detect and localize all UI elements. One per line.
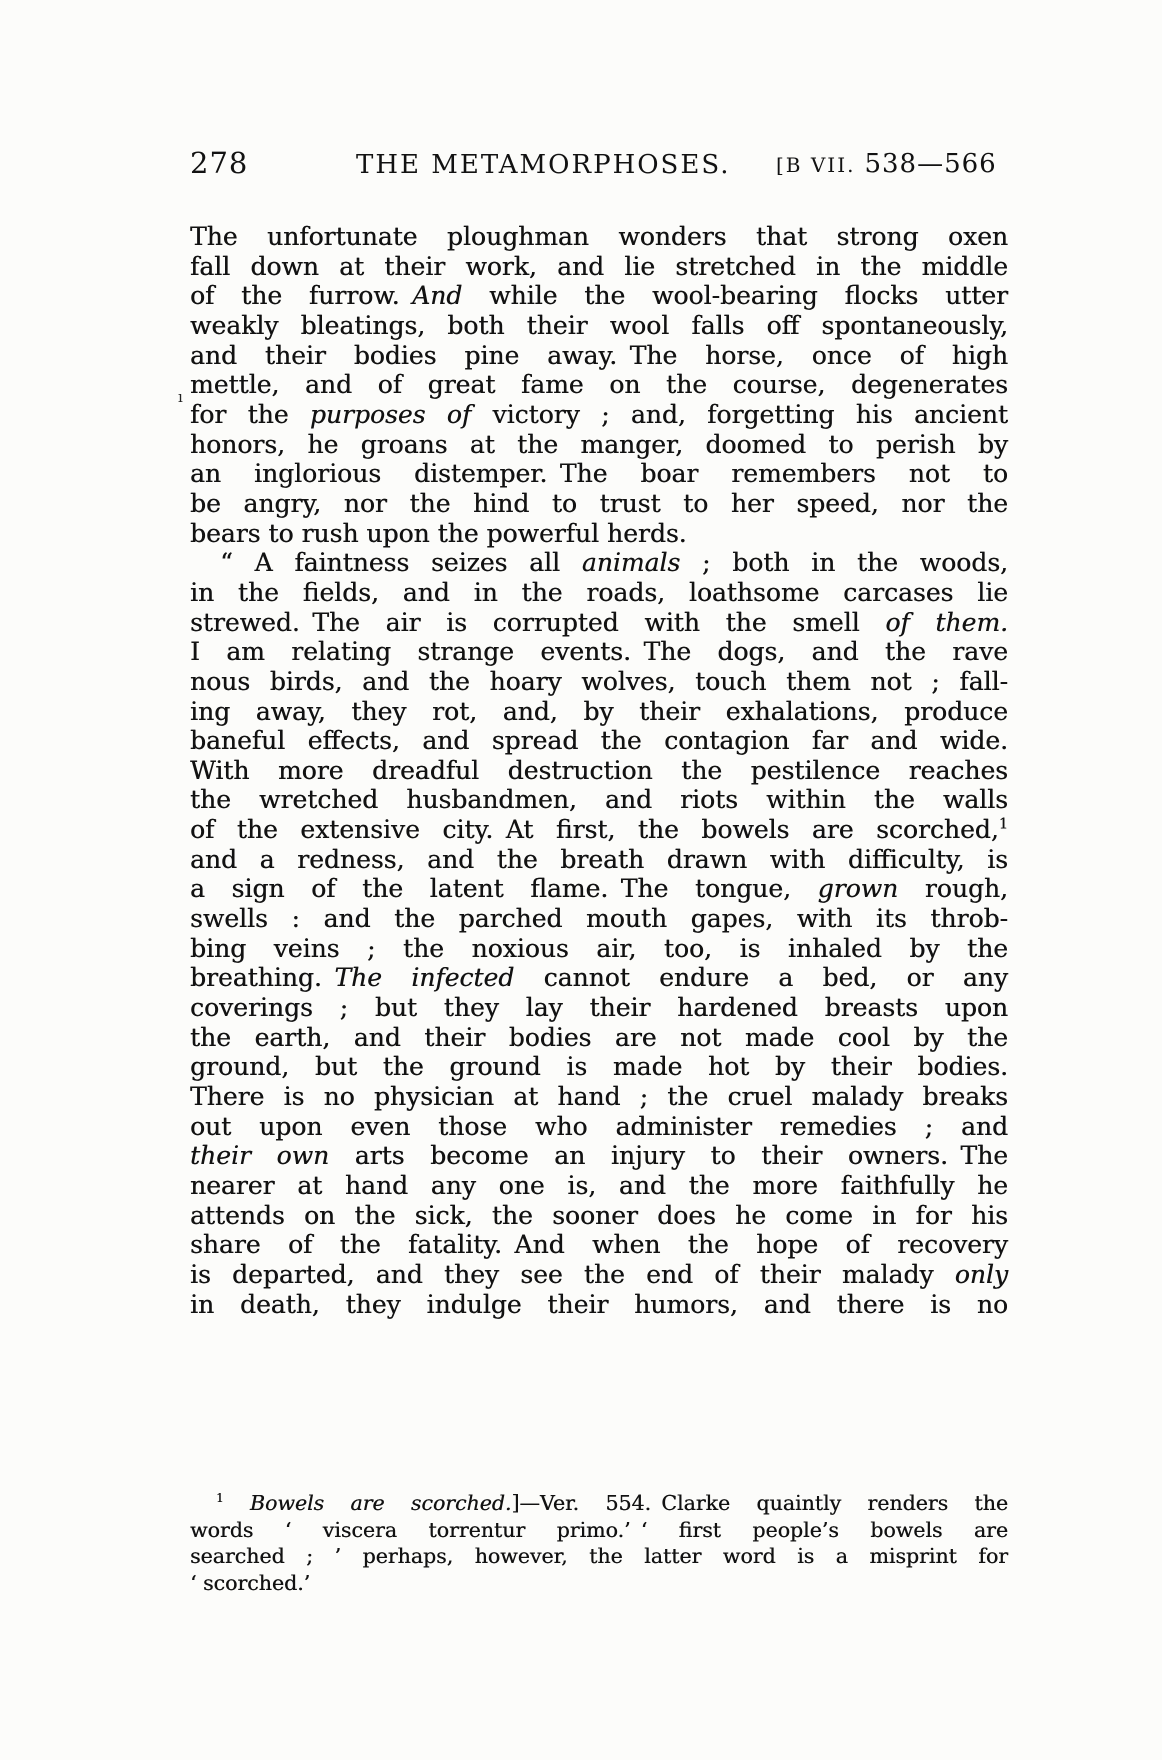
print-artifact: ı [178, 388, 183, 406]
text-line [190, 874, 1008, 904]
text-run: and a redness, and the breath drawn with difficulty, is [190, 844, 1008, 874]
text-run: words ‘ viscera torrentur primo.’ ‘ first people’s bowels are [190, 1517, 1008, 1542]
text-line [190, 697, 1008, 727]
text-run: an inglorious distemper. The boar remembers not to [190, 459, 1008, 489]
text-run: fall down at their work, and lie stretched in the middle [190, 251, 1008, 281]
verse-range: 538—566 [864, 149, 997, 179]
italic-text: only [954, 1259, 1008, 1289]
italic-text: of them. [885, 607, 1008, 637]
text-line [190, 252, 1008, 282]
italic-text: animals [581, 548, 681, 578]
text-run: for the [190, 399, 310, 429]
text-line [190, 459, 1008, 489]
running-title: THE METAMORPHOSES. [356, 150, 731, 180]
text-run: weakly bleatings, both their wool falls off spontaneously, [190, 310, 1008, 340]
text-line [190, 1112, 1008, 1142]
italic-text: The infected [334, 963, 515, 993]
text-line [190, 1517, 1008, 1544]
text-run: a sign of the latent flame. The tongue, [190, 874, 818, 904]
text-run: nearer at hand any one is, and the more faithfully he [190, 1171, 1008, 1200]
text-line [190, 430, 1008, 460]
text-run: ; both in the woods, [680, 548, 1008, 578]
text-run: bears to rush upon the powerful herds. [190, 518, 687, 548]
text-line [190, 1290, 1008, 1320]
text-run: strewed. The air is corrupted with the smell [190, 607, 886, 637]
text-run: The unfortunate ploughman wonders that strong oxen [190, 222, 1008, 251]
text-line [190, 578, 1008, 608]
text-line [190, 1201, 1008, 1231]
text-run: be angry, nor the hind to trust to her speed, nor the [190, 488, 1008, 518]
page-number: 278 [190, 146, 249, 180]
text-line [190, 519, 1008, 549]
book-line-reference [776, 149, 997, 179]
text-run: victory ; and, forgetting his ancient [471, 399, 1008, 429]
text-run: of the furrow. [190, 281, 413, 311]
text-line [190, 726, 1008, 756]
text-run: I am relating strange events. The dogs, and the rave [190, 637, 1008, 667]
text-run: ing away, they rot, and, by their exhalations, produce [190, 696, 1008, 726]
italic-text: And [412, 281, 463, 311]
text-line [190, 608, 1008, 638]
text-line [190, 1543, 1008, 1570]
text-run: ground, but the ground is made hot by their bodies. [190, 1052, 1008, 1082]
text-line [190, 341, 1008, 371]
text-line [190, 637, 1008, 667]
text-run: breathing. [190, 963, 335, 993]
text-run: With more dreadful destruction the pestilence reaches [190, 755, 1008, 785]
text-line [190, 1490, 1008, 1517]
book-chapter-ref: [B VII. [776, 153, 856, 177]
text-line [190, 1052, 1008, 1082]
text-line [190, 489, 1008, 519]
text-line [190, 667, 1008, 697]
text-run: share of the fatality. And when the hope of recovery [190, 1230, 1008, 1260]
text-line [190, 756, 1008, 786]
text-line [190, 815, 1008, 845]
text-run: honors, he groans at the manger, doomed to perish by [190, 429, 1008, 459]
text-line [190, 934, 1008, 964]
text-line [190, 311, 1008, 341]
text-run: There is no physician at hand ; the cruel malady breaks [190, 1082, 1008, 1112]
text-run: out upon even those who administer remedies ; and [190, 1111, 1008, 1141]
text-line [190, 1171, 1008, 1201]
text-run: mettle, and of great fame on the course, degenerates [190, 370, 1008, 400]
text-run: while the wool-bearing flocks utter [462, 281, 1009, 311]
text-line [190, 845, 1008, 875]
text-run: baneful effects, and spread the contagion far and wide. [190, 726, 1008, 756]
text-run: arts become an injury to their owners. The [329, 1141, 1008, 1171]
text-run: searched ; ’ perhaps, however, the latter word is a misprint for [190, 1544, 1008, 1568]
text-line [190, 1570, 1008, 1597]
text-run: ]—Ver. 554. Clarke quaintly renders the [511, 1491, 1008, 1515]
text-line [190, 1082, 1008, 1112]
text-run: in death, they indulge their humors, and there is no [190, 1289, 1008, 1319]
text-line [190, 400, 1008, 430]
italic-text: Bowels are scorched. [249, 1491, 512, 1515]
text-line [190, 1260, 1008, 1290]
text-line [190, 963, 1008, 993]
text-line [190, 1230, 1008, 1260]
main-text-block [190, 222, 1008, 1319]
text-line [190, 993, 1008, 1023]
italic-text: purposes of [309, 399, 472, 429]
text-run: attends on the sick, the sooner does he come in for his [190, 1200, 1008, 1230]
text-run: of the extensive city. At first, the bowels are scorched, [190, 815, 999, 845]
text-line [190, 904, 1008, 934]
text-line [190, 370, 1008, 400]
italic-text: their own [190, 1141, 330, 1171]
footnote-marker: 1 [216, 1491, 224, 1506]
text-run: the earth, and their bodies are not made cool by the [190, 1022, 1008, 1052]
text-line [190, 222, 1008, 252]
text-run: “ A faintness seizes all [220, 548, 582, 578]
text-run: bing veins ; the noxious air, too, is inhaled by the [190, 933, 1008, 963]
text-run: coverings ; but they lay their hardened breasts upon [190, 993, 1008, 1023]
text-run: the wretched husbandmen, and riots within the walls [190, 785, 1008, 815]
text-line [190, 548, 1008, 578]
text-line [190, 785, 1008, 815]
text-line [190, 281, 1008, 311]
text-run: swells : and the parched mouth gapes, with its throb- [190, 904, 1008, 934]
text-run: cannot endure a bed, or any [514, 963, 1009, 993]
text-run: nous birds, and the hoary wolves, touch them not ; fall- [190, 666, 1008, 696]
footnote-marker: 1 [998, 816, 1008, 833]
text-line [190, 1023, 1008, 1053]
text-run: rough, [898, 874, 1008, 904]
text-run: in the fields, and in the roads, loathsome carcases lie [190, 577, 1008, 607]
text-line [190, 1141, 1008, 1171]
text-run: ‘ scorched.’ [190, 1570, 311, 1595]
text-run: and their bodies pine away. The horse, once of high [190, 340, 1008, 370]
text-run: is departed, and they see the end of their malady [190, 1259, 955, 1289]
italic-text: grown [817, 874, 899, 904]
text-run [224, 1491, 250, 1515]
footnote-block [190, 1490, 1008, 1596]
